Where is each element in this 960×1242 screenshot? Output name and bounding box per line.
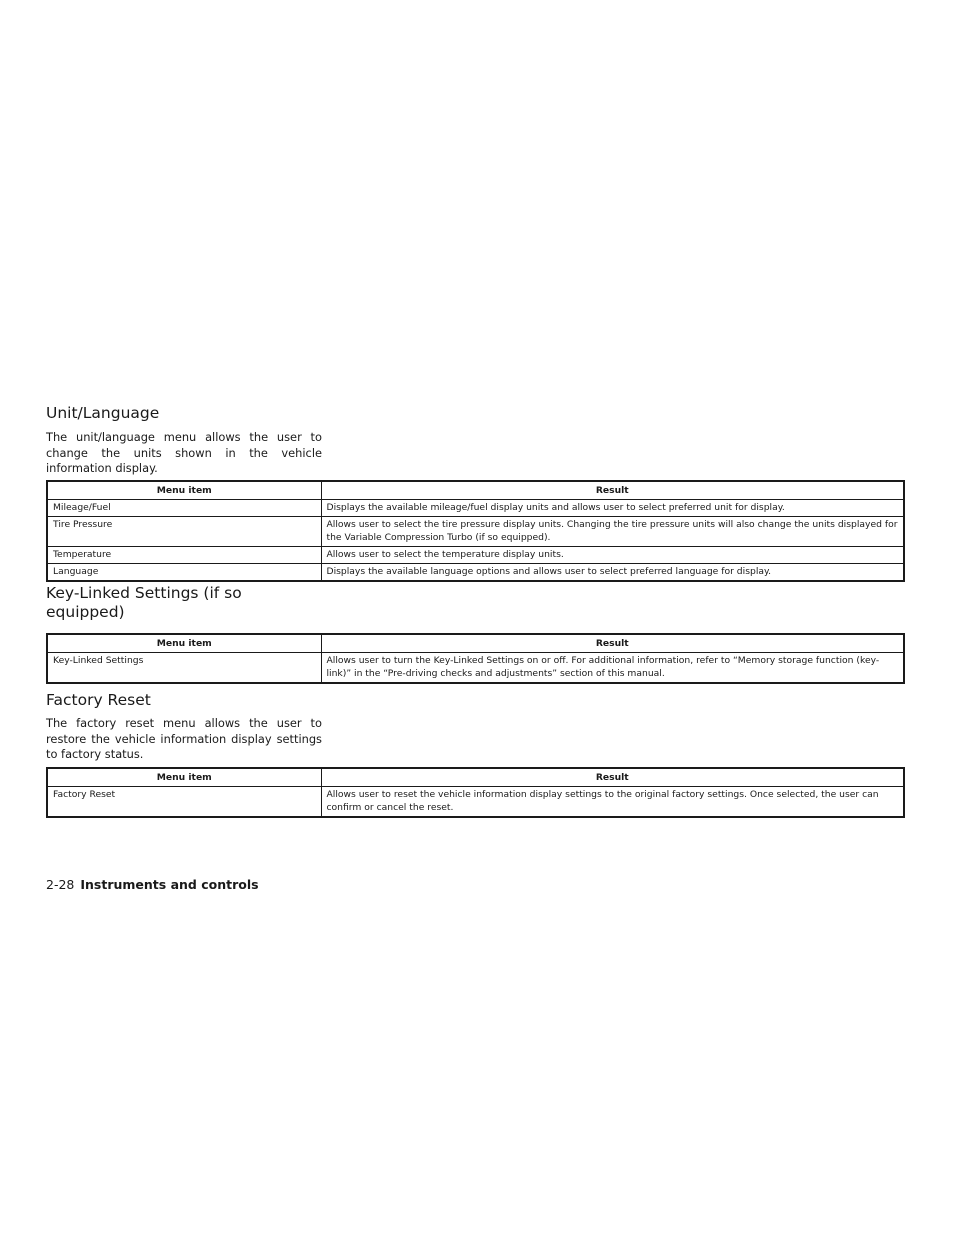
column-header-result: Result — [321, 634, 904, 653]
factory-reset-table — [46, 767, 905, 818]
result-cell: Allows user to select the temperature display units. — [321, 547, 904, 564]
table-row — [47, 564, 904, 582]
key-linked-table — [46, 633, 905, 684]
result-cell: Allows user to select the tire pressure display units. Changing the tire pressure units will also change the units displayed for the Variable Compression Turbo (if so equipped). — [321, 517, 904, 547]
menu-item-cell: Factory Reset — [47, 787, 321, 818]
page-number: 2-28 — [46, 877, 75, 892]
factory-reset-title: Factory Reset — [46, 691, 151, 709]
table-row — [47, 787, 904, 818]
menu-item-cell: Mileage/Fuel — [47, 500, 321, 517]
result-cell: Allows user to turn the Key-Linked Settings on or off. For additional information, refer to “Memory storage function (key-link)” in the “Pre-driving checks and adjustments” section of this manual. — [326, 655, 880, 679]
result-cell: Displays the available mileage/fuel display units and allows user to select preferred unit for display. — [321, 500, 904, 517]
column-header-result: Result — [321, 481, 904, 500]
menu-item-cell: Tire Pressure — [47, 517, 321, 547]
menu-item-cell: Language — [47, 564, 321, 582]
page-footer — [46, 876, 259, 894]
table-header-row — [47, 481, 904, 500]
table-row — [47, 500, 904, 517]
result-cell: Displays the available language options and allows user to select preferred language for display. — [326, 566, 772, 577]
table-header-row — [47, 634, 904, 653]
menu-item-cell: Key-Linked Settings — [47, 653, 321, 684]
table-row — [47, 547, 904, 564]
chapter-title: Instruments and controls — [80, 877, 259, 892]
column-header-result: Result — [321, 768, 904, 787]
key-linked-title: Key-Linked Settings (if so equipped) — [46, 584, 242, 621]
unit-language-title: Unit/Language — [46, 404, 160, 422]
unit-language-table — [46, 480, 905, 582]
result-cell: Allows user to reset the vehicle information display settings to the original factory settings. Once selected, the user can confirm or cancel the reset. — [326, 789, 879, 813]
factory-reset-intro: The factory reset menu allows the user to restore the vehicle information display settings to factory status. — [46, 716, 322, 761]
column-header-menu-item: Menu item — [47, 481, 321, 500]
table-row — [47, 653, 904, 684]
unit-language-intro: The unit/language menu allows the user to change the units shown in the vehicle information display. — [46, 430, 322, 475]
table-row — [47, 517, 904, 547]
column-header-menu-item: Menu item — [47, 768, 321, 787]
table-header-row — [47, 768, 904, 787]
menu-item-cell: Temperature — [47, 547, 321, 564]
column-header-menu-item: Menu item — [47, 634, 321, 653]
